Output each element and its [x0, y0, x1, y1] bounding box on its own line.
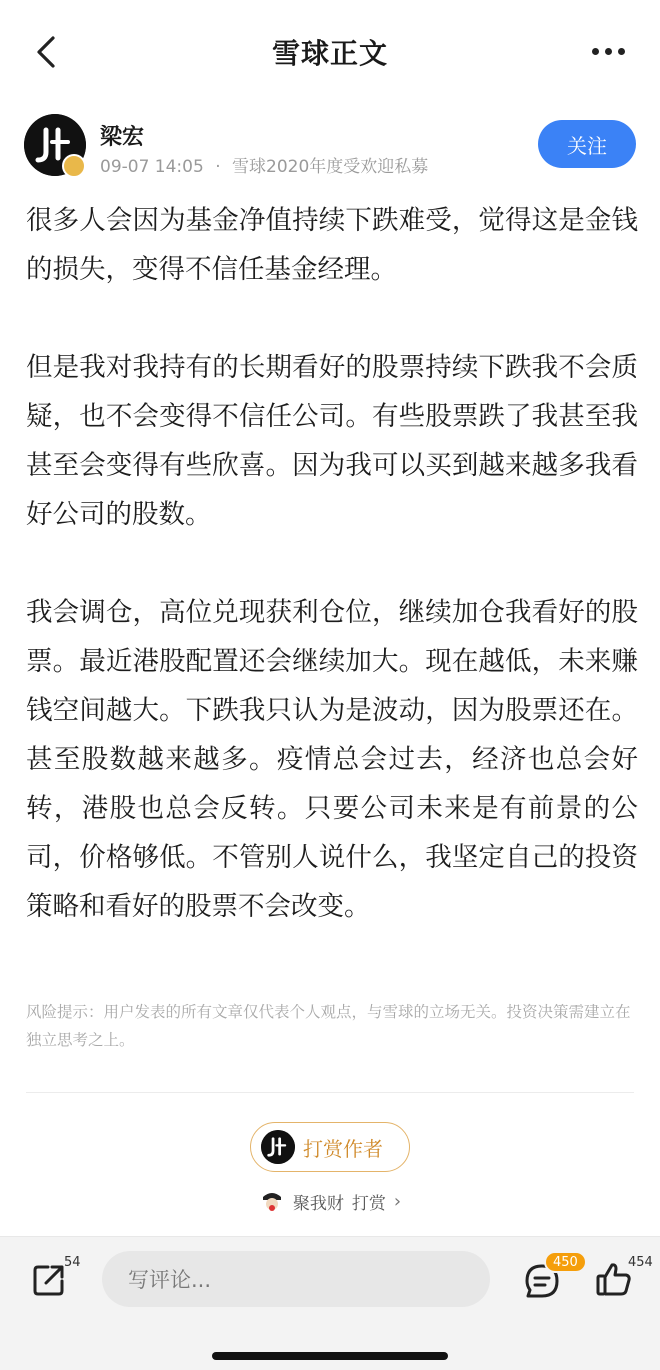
more-dot [605, 48, 612, 55]
tip-author-button[interactable] [250, 1122, 410, 1172]
tip-author-label: 打赏作者 [303, 1136, 383, 1161]
verified-badge-icon [62, 154, 86, 178]
page-title: 雪球正文 [271, 37, 388, 70]
author-tagline: 雪球2020年度受欢迎私募 [232, 157, 429, 177]
meta-separator: · [215, 157, 221, 177]
article-body [26, 196, 638, 980]
divider [26, 1092, 634, 1093]
more-dot [592, 48, 599, 55]
risk-notice: 风险提示：用户发表的所有文章仅代表个人观点，与雪球的立场无关。投资决策需建立在独立思考之上。 [26, 1003, 631, 1049]
chevron-right-icon: › [393, 1190, 402, 1212]
tipper-avatar [259, 1188, 285, 1214]
author-name[interactable]: 梁宏 [100, 125, 145, 150]
more-dot [618, 48, 625, 55]
follow-button[interactable]: 关注 [538, 120, 636, 168]
like-count: 454 [628, 1255, 653, 1270]
article-paragraph: 很多人会因为基金净值持续下跌难受，觉得这是金钱的损失，变得不信任基金经理。 [26, 205, 638, 285]
tipper-row[interactable] [0, 1188, 660, 1214]
tipper-avatar-icon [259, 1188, 285, 1214]
tipper-name: 聚我财 [292, 1193, 344, 1214]
comment-count-badge: 450 [544, 1251, 587, 1273]
tip-avatar [261, 1130, 295, 1164]
comment-input[interactable]: 写评论... [102, 1251, 490, 1307]
bottom-action-bar [0, 1236, 660, 1370]
tipper-action: 打赏 [351, 1193, 386, 1214]
author-meta [100, 152, 428, 177]
share-count: 54 [64, 1255, 81, 1270]
home-indicator[interactable] [212, 1352, 448, 1360]
top-nav-bar [0, 0, 660, 100]
author-logo-icon [261, 1130, 295, 1164]
article-paragraph: 我会调仓，高位兑现获利仓位，继续加仓我看好的股票。最近港股配置还会继续加大。现在越低，未来赚钱空间越大。下跌我只认为是波动，因为股票还在。甚至股数越来越多。疫情总会过去，经济也总会好转，港股也总会反转。只要公司未来是有前景的公司，价格够低。不管别人说什么，我坚定自己的投资策略和看好的股票不会改变。 [26, 597, 638, 922]
post-datetime: 09-07 14:05 [100, 157, 204, 177]
article-paragraph: 但是我对我持有的长期看好的股票持续下跌我不会质疑，也不会变得不信任公司。有些股票跌了我甚至我甚至会变得有些欣喜。因为我可以买到越来越多我看好公司的股数。 [26, 352, 638, 530]
author-row [0, 108, 660, 188]
more-button[interactable] [582, 36, 634, 66]
